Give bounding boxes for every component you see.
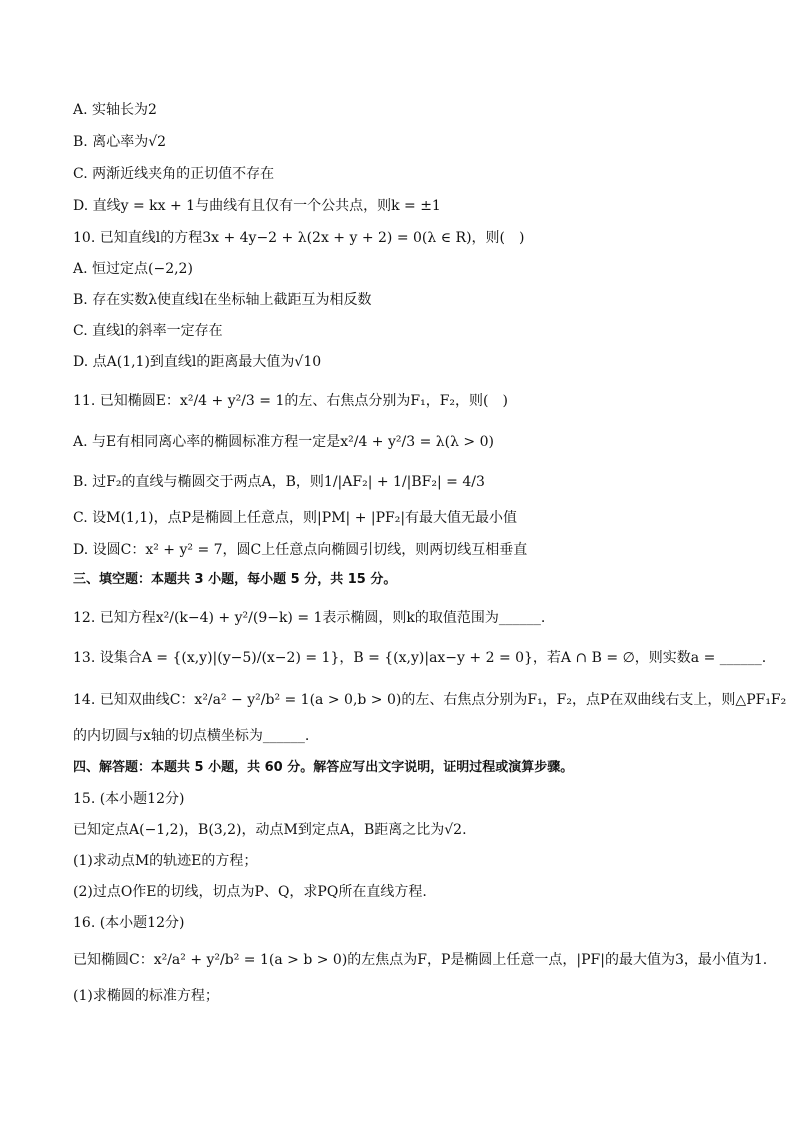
option-10d: D. 点A(1,1)到直线l的距离最大值为√10: [73, 354, 322, 370]
question-16-header: 16. (本小题12分): [73, 915, 185, 931]
option-10a: A. 恒过定点(−2,2): [73, 261, 193, 277]
question-16-body: 已知椭圆C：x²/a² + y²/b² = 1(a > b > 0)的左焦点为F，P是椭圆上任意一点，|PF|的最大值为3，最小值为1.: [73, 952, 768, 968]
question-14: 14. 已知双曲线C：x²/a² − y²/b² = 1(a > 0,b > 0)的左、右焦点分别为F₁，F₂，点P在双曲线右支上，则△PF₁F₂: [73, 692, 787, 708]
option-9c: C. 两渐近线夹角的正切值不存在: [73, 166, 275, 182]
question-15-header: 15. (本小题12分): [73, 791, 185, 807]
option-11a: A. 与E有相同离心率的椭圆标准方程一定是x²/4 + y²/3 = λ(λ > 0): [73, 434, 494, 450]
option-9d: D. 直线y = kx + 1与曲线有且仅有一个公共点，则k = ±1: [73, 198, 441, 214]
question-15-part1: (1)求动点M的轨迹E的方程；: [73, 853, 258, 869]
question-10: 10. 已知直线l的方程3x + 4y−2 + λ(2x + y + 2) = 0(λ ∈ R)，则( ): [73, 230, 525, 246]
option-10c: C. 直线l的斜率一定存在: [73, 323, 223, 339]
section-answer-header: 四、解答题：本题共 5 小题，共 60 分。解答应写出文字说明，证明过程或演算步骤。: [73, 760, 574, 775]
option-11b: B. 过F₂的直线与椭圆交于两点A，B，则1/|AF₂| + 1/|BF₂| = 4/3: [73, 474, 485, 490]
question-15-body: 已知定点A(−1,2)，B(3,2)，动点M到定点A，B距离之比为√2.: [73, 822, 467, 838]
section-fill-in-header: 三、填空题：本题共 3 小题，每小题 5 分，共 15 分。: [73, 572, 397, 587]
question-13: 13. 设集合A = {(x,y)|(y−5)/(x−2) = 1}，B = {(x,y)|ax−y + 2 = 0}，若A ∩ B = ∅，则实数a = ______.: [73, 650, 767, 666]
option-9b: B. 离心率为√2: [73, 134, 167, 150]
option-9a: A. 实轴长为2: [73, 102, 157, 118]
question-15-part2: (2)过点O作E的切线，切点为P、Q，求PQ所在直线方程.: [73, 884, 427, 900]
question-12: 12. 已知方程x²/(k−4) + y²/(9−k) = 1表示椭圆，则k的取值范围为______.: [73, 610, 546, 626]
option-11d: D. 设圆C：x² + y² = 7，圆C上任意点向椭圆引切线，则两切线互相垂直: [73, 542, 528, 558]
question-16-part1: (1)求椭圆的标准方程；: [73, 988, 219, 1004]
option-10b: B. 存在实数λ使直线l在坐标轴上截距互为相反数: [73, 292, 372, 308]
question-11: 11. 已知椭圆E：x²/4 + y²/3 = 1的左、右焦点分别为F₁，F₂，则( ): [73, 393, 508, 409]
question-14-cont: 的内切圆与x轴的切点横坐标为______.: [73, 728, 310, 744]
option-11c: C. 设M(1,1)，点P是椭圆上任意点，则|PM| + |PF₂|有最大值无最小值: [73, 510, 518, 526]
